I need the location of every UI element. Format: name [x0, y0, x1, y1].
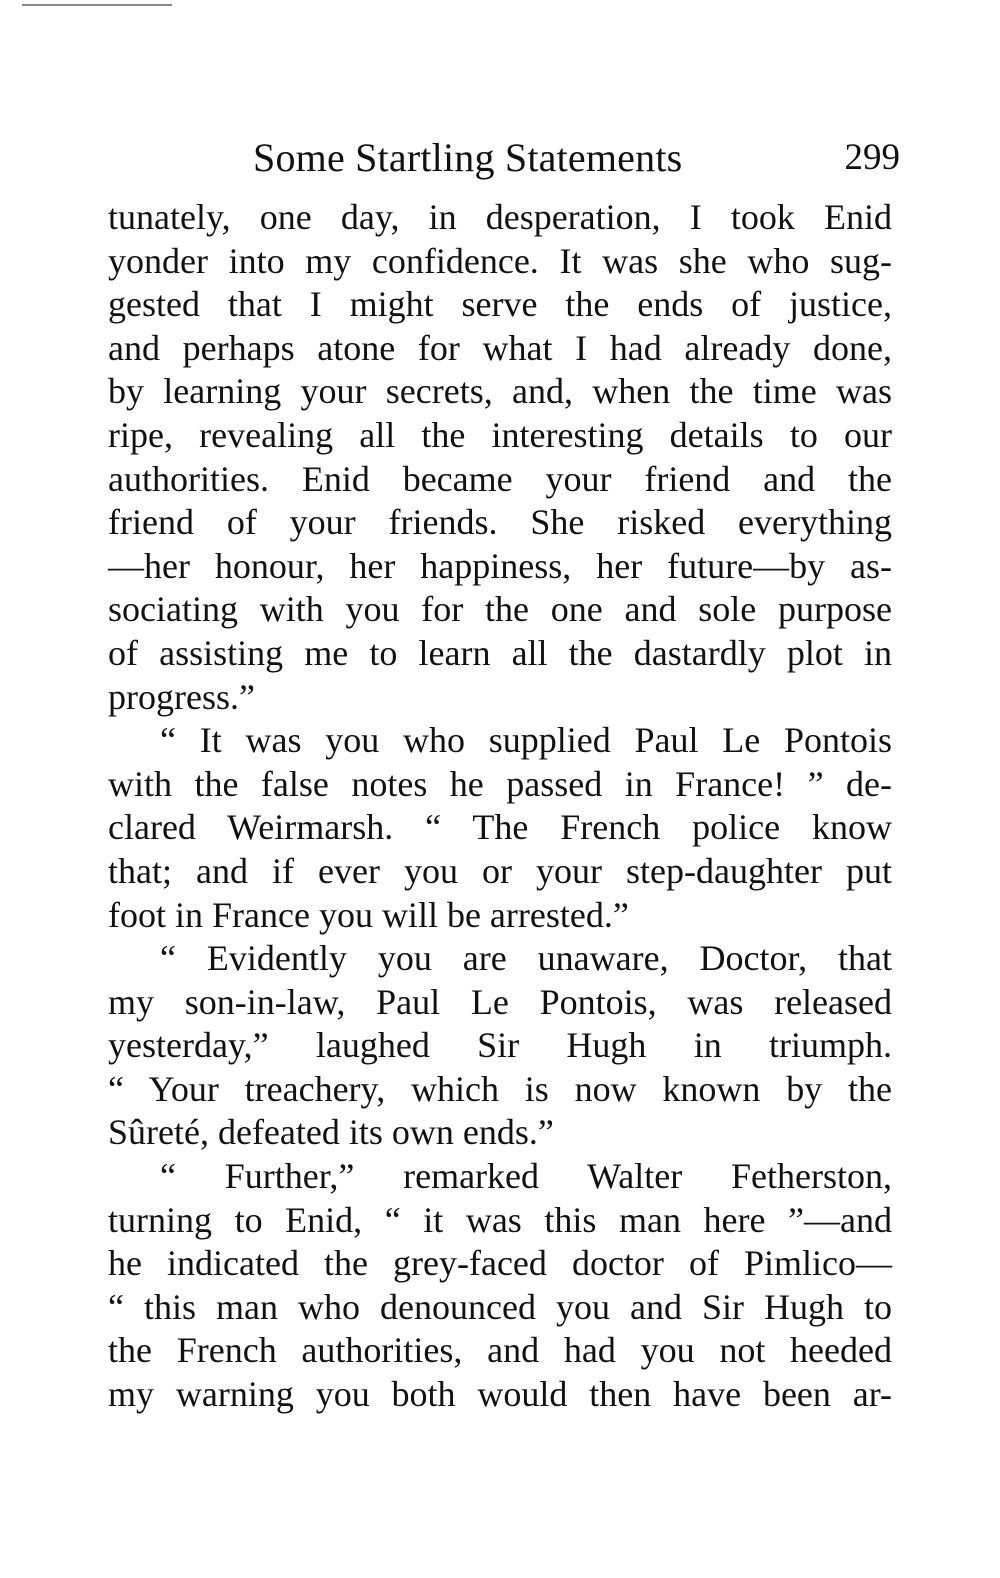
text-line: —her honour, her happiness, her future—by as-	[108, 545, 892, 586]
text-line: sociating with you for the one and sole purpose	[108, 589, 892, 630]
text-line: of assisting me to learn all the dastardly plot in	[108, 632, 892, 673]
text-line: “ Evidently you are unaware, Doctor, that	[160, 938, 892, 979]
text-line: “ this man who denounced you and Sir Hugh to	[108, 1286, 892, 1327]
text-line: authorities. Enid became your friend and the	[108, 458, 892, 499]
text-line: the French authorities, and had you not heeded	[108, 1330, 892, 1371]
scan-edge-mark	[22, 4, 172, 6]
text-line: friend of your friends. She risked everything	[108, 502, 892, 543]
running-head: Some Startling Statements	[253, 135, 683, 180]
page-header	[108, 132, 900, 184]
text-line: foot in France you will be arrested.”	[108, 894, 629, 935]
text-line: Sûreté, defeated its own ends.”	[108, 1112, 554, 1153]
page-number: 299	[844, 137, 900, 178]
text-line: he indicated the grey-faced doctor of Pimlico—	[108, 1243, 892, 1284]
text-line: and perhaps atone for what I had already done,	[108, 327, 892, 368]
body-text	[108, 196, 892, 1417]
text-line: my son-in-law, Paul Le Pontois, was released	[108, 981, 892, 1022]
text-line: ripe, revealing all the interesting details to our	[108, 414, 892, 455]
text-line: “ It was you who supplied Paul Le Pontois	[160, 720, 892, 761]
text-line: turning to Enid, “ it was this man here ”—and	[108, 1199, 892, 1240]
text-line: yesterday,” laughed Sir Hugh in triumph.	[108, 1025, 892, 1066]
text-line: my warning you both would then have been ar-	[108, 1374, 892, 1415]
text-line: “ Your treachery, which is now known by the	[108, 1068, 892, 1109]
text-line: progress.”	[108, 676, 255, 717]
text-line: tunately, one day, in desperation, I took Enid	[108, 197, 892, 237]
text-line: yonder into my confidence. It was she who sug-	[108, 240, 892, 281]
text-line: by learning your secrets, and, when the time was	[108, 371, 892, 412]
text-line: with the false notes he passed in France! ” de-	[108, 763, 892, 804]
text-line: clared Weirmarsh. “ The French police know	[108, 807, 892, 848]
text-line: that; and if ever you or your step-daughter put	[108, 850, 892, 891]
text-line: gested that I might serve the ends of justice,	[108, 284, 892, 325]
text-line: “ Further,” remarked Walter Fetherston,	[160, 1156, 892, 1197]
